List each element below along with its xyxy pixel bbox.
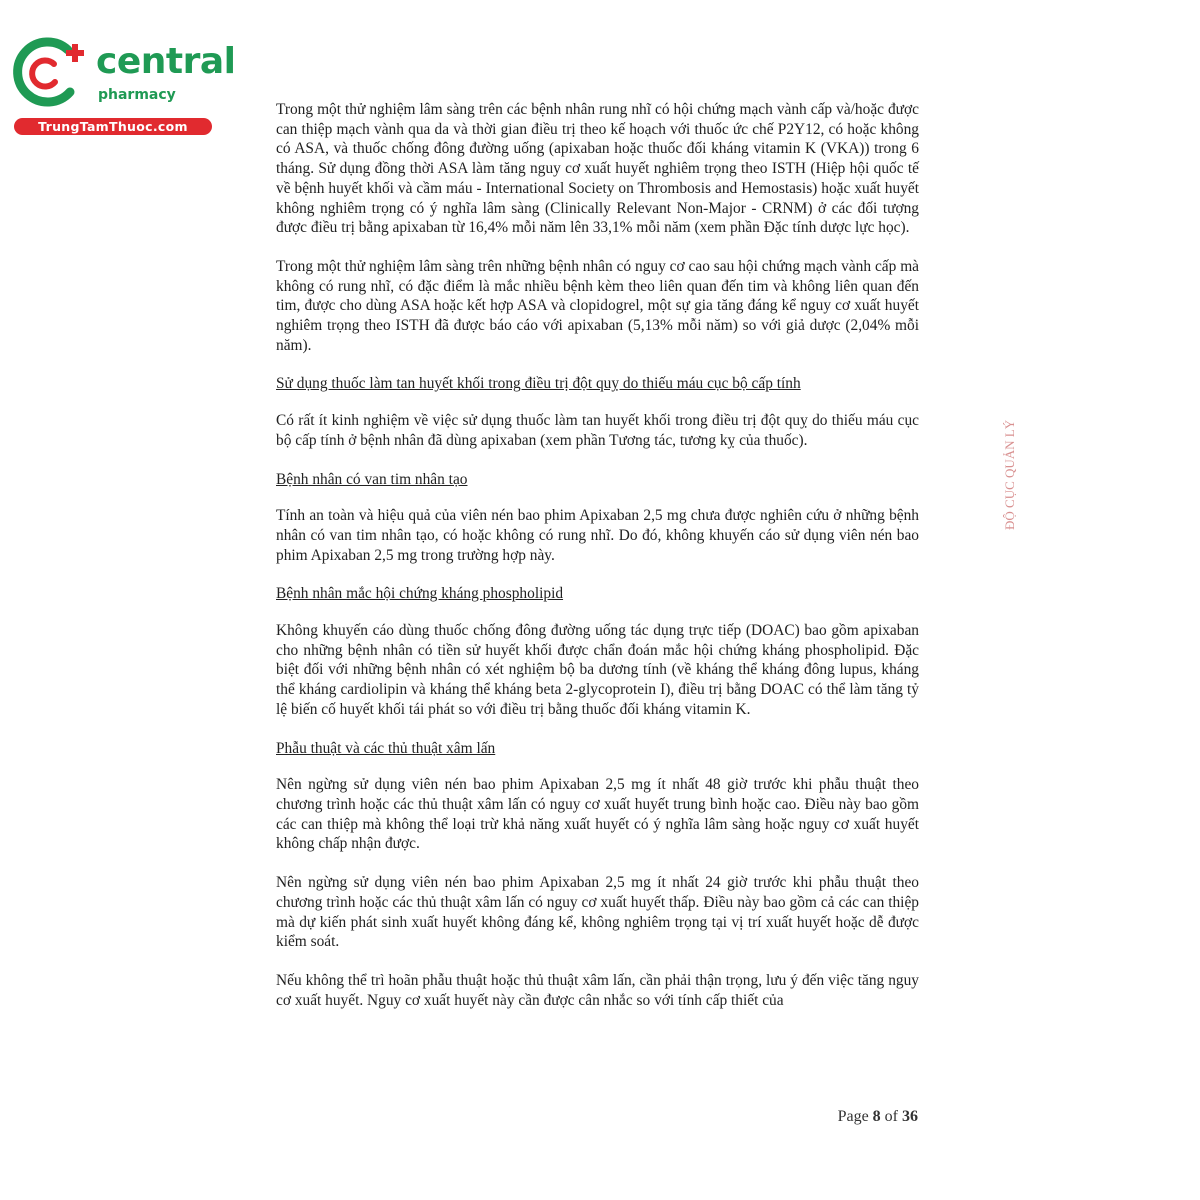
logo-brand-text: central (96, 41, 236, 82)
section-heading: Bệnh nhân mắc hội chứng kháng phospholipid (276, 585, 564, 603)
document-body (276, 100, 919, 1029)
paragraph: Nên ngừng sử dụng viên nén bao phim Apixaban 2,5 mg ít nhất 48 giờ trước khi phẫu thuật theo chương trình hoặc các thủ thuật xâm lấn có nguy cơ xuất huyết trung bình hoặc cao. Điều này bao gồm các can thiệp mà không thể loại trừ khả năng xuất huyết có ý nghĩa lâm sàng hoặc nguy cơ xuất huyết không chấp nhận được. (276, 776, 919, 853)
paragraph: Không khuyến cáo dùng thuốc chống đông đường uống tác dụng trực tiếp (DOAC) bao gồm apixaban cho những bệnh nhân có tiền sử huyết khối được chẩn đoán mắc hội chứng kháng phospholipid. Đặc biệt đối với những bệnh nhân có xét nghiệm bộ ba dương tính (về kháng thể kháng đông lupus, kháng thể kháng cardiolipin và kháng thể kháng beta 2-glycoprotein I), điều trị bằng DOAC có thể làm tăng tỷ lệ biến cố huyết khối tái phát so với điều trị bằng thuốc đối kháng vitamin K. (276, 622, 919, 718)
paragraph: Nên ngừng sử dụng viên nén bao phim Apixaban 2,5 mg ít nhất 24 giờ trước khi phẫu thuật theo chương trình hoặc các thủ thuật xâm lấn có nguy cơ xuất huyết thấp. Điều này bao gồm cả các can thiệp mà dự kiến phát sinh xuất huyết không đáng kể, không nghiêm trọng tại vị trí xuất huyết hoặc dễ được kiểm soát. (276, 874, 919, 951)
paragraph: Trong một thử nghiệm lâm sàng trên những bệnh nhân có nguy cơ cao sau hội chứng mạch vành cấp mà không có rung nhĩ, có đặc điểm là mắc nhiều bệnh kèm theo liên quan đến tim và không liên quan đến tim, được cho dùng ASA hoặc kết hợp ASA và clopidogrel, một sự gia tăng đáng kể nguy cơ xuất huyết nghiêm trọng theo ISTH đã được báo cáo với apixaban (5,13% mỗi năm) so với giả dược (2,04% mỗi năm). (276, 257, 919, 354)
page-prefix: Page (837, 1108, 873, 1125)
section-heading: Sử dụng thuốc làm tan huyết khối trong điều trị đột quỵ do thiếu máu cục bộ cấp tính (276, 375, 801, 393)
paragraph: Trong một thử nghiệm lâm sàng trên các bệnh nhân rung nhĩ có hội chứng mạch vành cấp và/hoặc được can thiệp mạch vành qua da và thời gian điều trị theo kế hoạch với thuốc ức chế P2Y12, có hoặc không có ASA, và thuốc chống đông đường uống (apixaban hoặc thuốc đối kháng vitamin K (VKA)) trong 6 tháng. Sử dụng đồng thời ASA làm tăng nguy cơ xuất huyết nghiêm trọng theo ISTH (Hiệp hội quốc tế về bệnh huyết khối và cầm máu - International Society on Thrombosis and Hemostasis) hoặc xuất huyết không nghiêm trọng có ý nghĩa lâm sàng (Clinically Relevant Non-Major - CRNM) ở các đối tượng được điều trị bằng apixaban từ 16,4% mỗi năm lên 33,1% mỗi năm (xem phần Đặc tính dược lực học). (276, 101, 919, 237)
page-current: 8 (872, 1108, 881, 1125)
paragraph: Có rất ít kinh nghiệm về việc sử dụng thuốc làm tan huyết khối trong điều trị đột quỵ do thiếu máu cục bộ cấp tính ở bệnh nhân đã dùng apixaban (xem phần Tương tác, tương kỵ của thuốc). (276, 412, 919, 449)
paragraph: Tính an toàn và hiệu quả của viên nén bao phim Apixaban 2,5 mg chưa được nghiên cứu ở những bệnh nhân có van tim nhân tạo, có hoặc không có rung nhĩ. Do đó, không khuyến cáo sử dụng viên nén bao phim Apixaban 2,5 mg trong trường hợp này. (276, 507, 919, 564)
section-heading: Bệnh nhân có van tim nhân tạo (276, 470, 468, 488)
central-pharmacy-logo (10, 36, 236, 136)
page-middle: of (880, 1108, 902, 1125)
logo-site-badge: TrungTamThuoc.com (14, 118, 212, 135)
section-heading: Phẫu thuật và các thủ thuật xâm lấn (276, 739, 496, 757)
side-stamp: ĐỘ CỤC QUẢN LÝ (1002, 419, 1017, 530)
pharmacy-logo-icon (10, 36, 88, 108)
logo-sub-text: pharmacy (98, 87, 176, 103)
page-total: 36 (902, 1108, 918, 1125)
page-number (838, 1108, 918, 1126)
paragraph: Nếu không thể trì hoãn phẫu thuật hoặc thủ thuật xâm lấn, cần phải thận trọng, lưu ý đến việc tăng nguy cơ xuất huyết. Nguy cơ xuất huyết này cần được cân nhắc so với tính cấp thiết của (276, 971, 919, 1009)
